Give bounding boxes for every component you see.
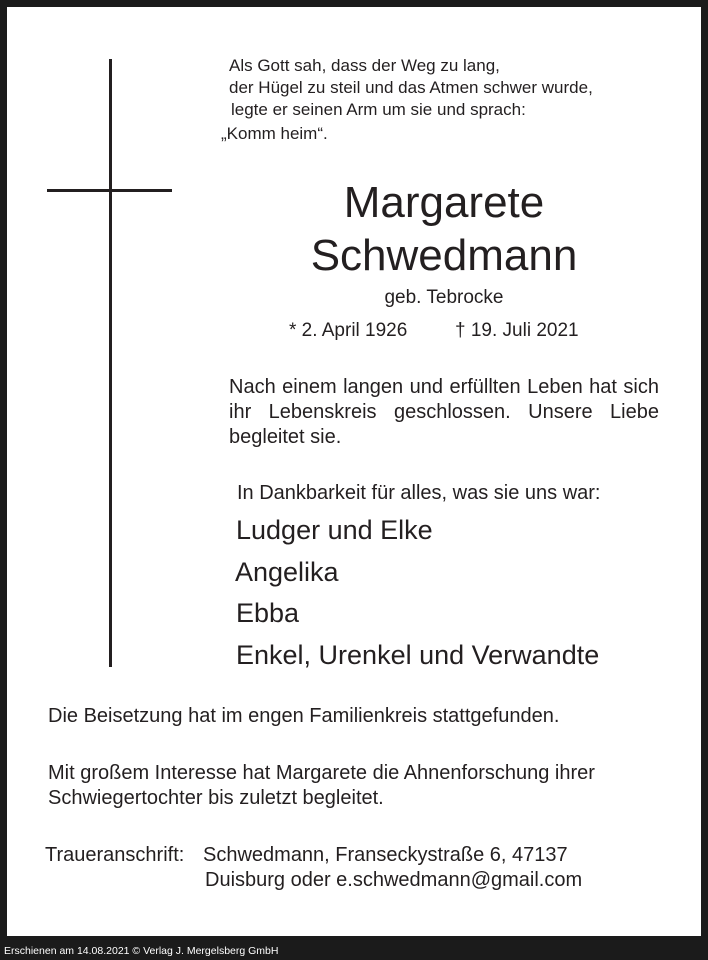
poem-line-1: Als Gott sah, dass der Weg zu lang, xyxy=(229,56,500,75)
birth-date: * 2. April 1926 xyxy=(289,320,408,341)
mourner-1: Ludger und Elke xyxy=(236,515,433,545)
burial-note: Die Beisetzung hat im engen Familienkreis stattgefunden. xyxy=(48,705,560,727)
address-line-2: Duisburg oder e.schwedmann@gmail.com xyxy=(205,869,583,891)
interest-note-line-2: Schwiegertochter bis zuletzt begleitet. xyxy=(48,787,384,809)
interest-note-line-1: Mit großem Interesse hat Margarete die Ahnenforschung ihrer xyxy=(48,762,595,784)
cross-vertical-bar xyxy=(109,59,112,667)
address-line-1: Schwedmann, Franseckystraße 6, 47137 xyxy=(203,844,568,866)
mourner-4: Enkel, Urenkel und Verwandte xyxy=(236,640,600,670)
publication-footer: Erschienen am 14.08.2021 © Verlag J. Mergelsberg GmbH xyxy=(4,945,279,957)
born-name: geb. Tebrocke xyxy=(384,287,504,308)
cross-horizontal-bar xyxy=(47,189,172,192)
poem-line-4: „Komm heim“. xyxy=(221,124,328,143)
deceased-first-name: Margarete xyxy=(343,178,545,227)
deceased-last-name: Schwedmann xyxy=(310,231,578,280)
mourner-2: Angelika xyxy=(235,557,339,587)
poem-line-2: der Hügel zu steil und das Atmen schwer wurde, xyxy=(229,78,593,97)
closing-message: Nach einem langen und erfüllten Leben hat sich ihr Lebenskreis geschlossen. Unsere Liebe begleitet sie. xyxy=(229,376,659,448)
address-label: Traueranschrift: xyxy=(45,844,185,866)
obituary-card xyxy=(7,7,701,936)
mourner-3: Ebba xyxy=(236,598,300,628)
poem-line-3: legte er seinen Arm um sie und sprach: xyxy=(231,100,526,119)
death-date: † 19. Juli 2021 xyxy=(455,320,579,341)
gratitude-line: In Dankbarkeit für alles, was sie uns war: xyxy=(237,482,601,504)
